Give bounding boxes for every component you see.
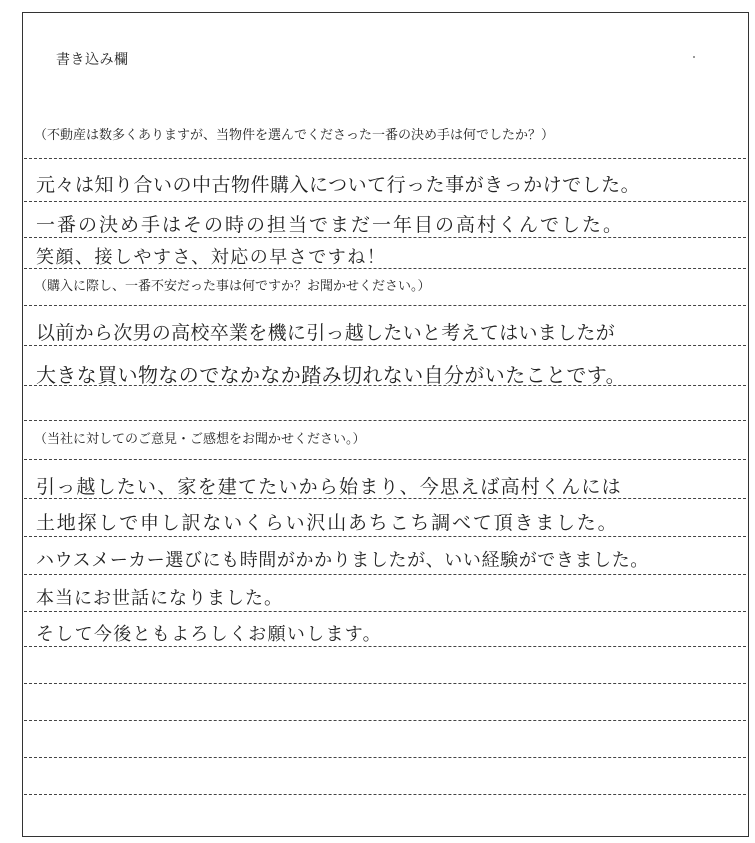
ruled-line [24,385,746,386]
ruled-line [24,794,746,795]
ruled-line [24,268,746,269]
question-1: （不動産は数多くありますが、当物件を選んでくださった一番の決め手は何でしたか？） [34,128,555,143]
ruled-line [24,536,746,537]
answer-1-line-2: 一番の決め手はその時の担当でまだ一年目の高村くんでした。 [36,214,625,236]
answer-3-line-4: 本当にお世話になりました。 [36,588,283,609]
stray-mark [693,56,695,58]
answer-2-line-1: 以前から次男の高校卒業を機に引っ越したいと考えてはいましたが [36,322,616,344]
question-2: （購入に際し、一番不安だった事は何ですか？お聞かせください。） [34,279,431,294]
ruled-line [24,498,746,499]
answer-1-line-1: 元々は知り合いの中古物件購入について行った事がきっかけでした。 [36,174,641,196]
sheet-title: 書き込み欄 [56,52,129,68]
ruled-line [24,158,746,159]
answer-3-line-2: 土地探しで申し訳ないくらい沢山あちこち調べて頂きました。 [36,512,619,534]
answer-2-line-2: 大きな買い物なのでなかなか踏み切れない自分がいたことです。 [36,363,626,387]
answer-3-line-5: そして今後ともよろしくお願いします。 [36,624,382,645]
ruled-line [24,683,746,684]
ruled-line [24,201,746,202]
ruled-line [24,757,746,758]
ruled-line [24,305,746,306]
answer-1-line-3: 笑顔、接しやすさ、対応の早さですね！ [36,247,387,268]
answer-3-line-3: ハウスメーカー選びにも時間がかかりましたが、いい経験ができました。 [36,550,649,571]
ruled-line [24,611,746,612]
question-3: （当社に対してのご意見・ご感想をお聞かせください。） [34,432,366,447]
ruled-line [24,420,746,421]
ruled-line [24,646,746,647]
answer-3-line-1: 引っ越したい、家を建てたいから始まり、今思えば高村くんには [36,476,622,498]
ruled-line [24,237,746,238]
ruled-line [24,345,746,346]
ruled-line [24,459,746,460]
ruled-line [24,574,746,575]
ruled-line [24,720,746,721]
